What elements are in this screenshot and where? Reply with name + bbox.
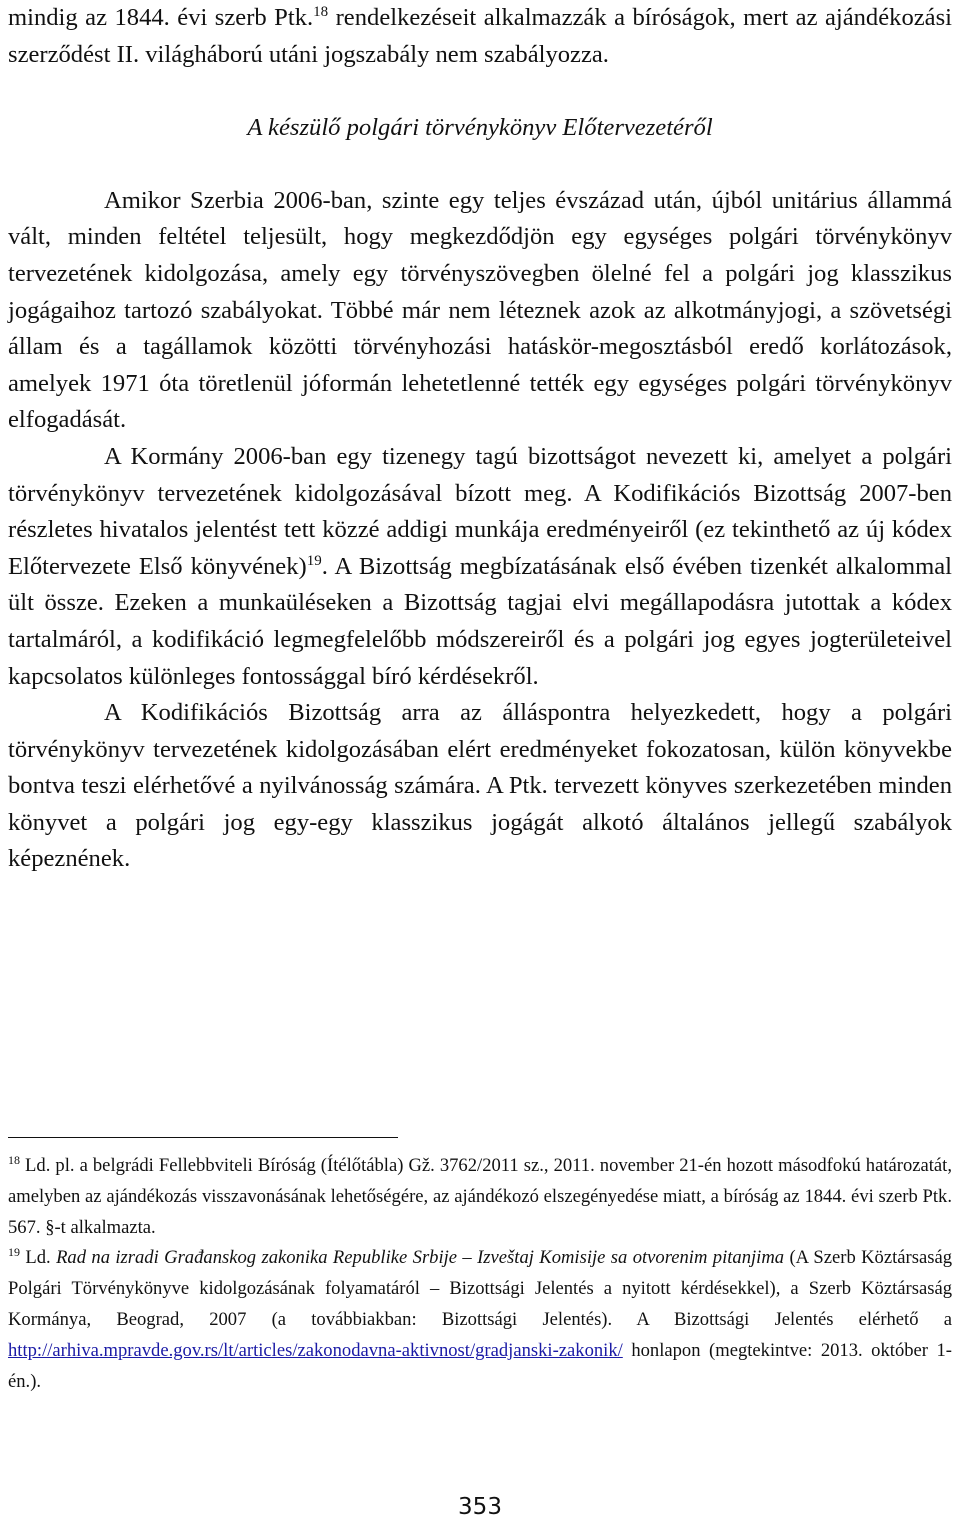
footnote-text: (A Szerb Köztársaság Polgári Törvénykönyve kidolgozásának folyamatáról – Bizottsági Jelentés a nyitott kérdésekkel), a Szerb Köztársaság Kormánya, Beograd, 2007 (a továbbiakban: Bizottsági Jelentés). A Bizottsági Jelentés elérhető a <box>8 1247 952 1330</box>
footnote-text: Ld. pl. a belgrádi Fellebbviteli Bíróság (Ítélőtábla) Gž. 3762/2011 sz., 2011. november 21-én hozott másodfokú határozatát, amelyben az ajándékozás visszavonásának lehetőségére, az ajándékozó elszegényedése miatt, a bíróság az 1844. évi szerb Ptk. 567. §-t alkalmazta. <box>8 1155 952 1238</box>
footnote-separator <box>8 1137 398 1138</box>
main-text <box>8 0 952 878</box>
footnote-ref-19[interactable]: 19 <box>306 552 322 569</box>
footnote-19 <box>8 1243 952 1397</box>
page-number: 353 <box>458 1494 502 1520</box>
footnotes <box>8 1151 952 1397</box>
footnote-ref-18[interactable]: 18 <box>313 3 329 20</box>
paragraph-text: A Kormány 2006-ban egy tizenegy tagú bizottságot nevezett ki, amelyet a polgári törvénykönyv tervezetének kidolgozásával bízott meg. A Kodifikációs Bizottság 2007-ben részletes hivatalos jelentést tett közzé addigi munkája eredményeiről (ez tekinthető az új kódex Előtervezete Első könyvének) <box>8 442 952 580</box>
footnote-number: 19 <box>8 1245 20 1260</box>
footnote-number: 18 <box>8 1152 20 1167</box>
footnote-text: Ld. <box>20 1247 57 1269</box>
paragraph: Amikor Szerbia 2006-ban, szinte egy teljes évszázad után, újból unitárius állammá vált, minden feltétel teljesült, hogy megkezdődjön egy egységes polgári törvénykönyv tervezetének kidolgozása, amely egy törvényszövegben ölelné fel a polgári jog klasszikus jogágaihoz tartozó szabályokat. Többé már nem léteznek azok az alkotmányjogi, a szövetségi állam és a tagállamok közötti törvényhozási hatáskör-megosztásból eredő korlátozások, amelyek 1971 óta töretlenül jóformán lehetetlenné tették egy egységes polgári törvénykönyv elfogadását. <box>8 186 952 434</box>
paragraph: A Kodifikációs Bizottság arra az álláspontra helyezkedett, hogy a polgári törvénykönyv tervezetének kidolgozásában elért eredményeket fokozatosan, külön könyvekbe bontva teszi elérhetővé a nyilvánosság számára. A Ptk. tervezett könyves szerkezetében minden könyvet a polgári jog egy-egy klasszikus jogágát alkotó általános jellegű szabályok képeznének. <box>8 699 952 873</box>
section-heading: A készülő polgári törvénykönyv Előtervezetéről <box>247 114 713 142</box>
paragraph <box>8 439 952 695</box>
source-link[interactable]: http://arhiva.mpravde.gov.rs/lt/articles/zakonodavna-aktivnost/gradjanski-zakonik/ <box>8 1339 623 1361</box>
paragraph-text: . A Bizottság megbízatásának első évében tizenkét alkalommal ült össze. Ezeken a munkaüléseken a Bizottság tagjai elvi megállapodásra jutottak a kódex tartalmáról, a kodifikáció legmegfelelőbb módszereiről és a polgári jog egyes jogterületeivel kapcsolatos különleges fontossággal bíró kérdésekről. <box>8 552 952 690</box>
footnote-text: honlapon (megtekintve: 2013. október 1-én.). <box>8 1339 952 1392</box>
cited-title: Rad na izradi Građanskog zakonika Republike Srbije – Izveštaj Komisije sa otvorenim pitanjima <box>56 1247 785 1269</box>
page-body <box>8 0 952 878</box>
paragraph-text: mindig az 1844. évi szerb Ptk. <box>8 4 314 31</box>
paragraph-text: rendelkezéseit alkalmazzák a bíróságok, mert az ajándékozási szerződést II. világháború utáni jogszabály nem szabályozza. <box>8 4 952 68</box>
footnote-18 <box>8 1151 952 1243</box>
paragraph-continued <box>8 0 952 73</box>
